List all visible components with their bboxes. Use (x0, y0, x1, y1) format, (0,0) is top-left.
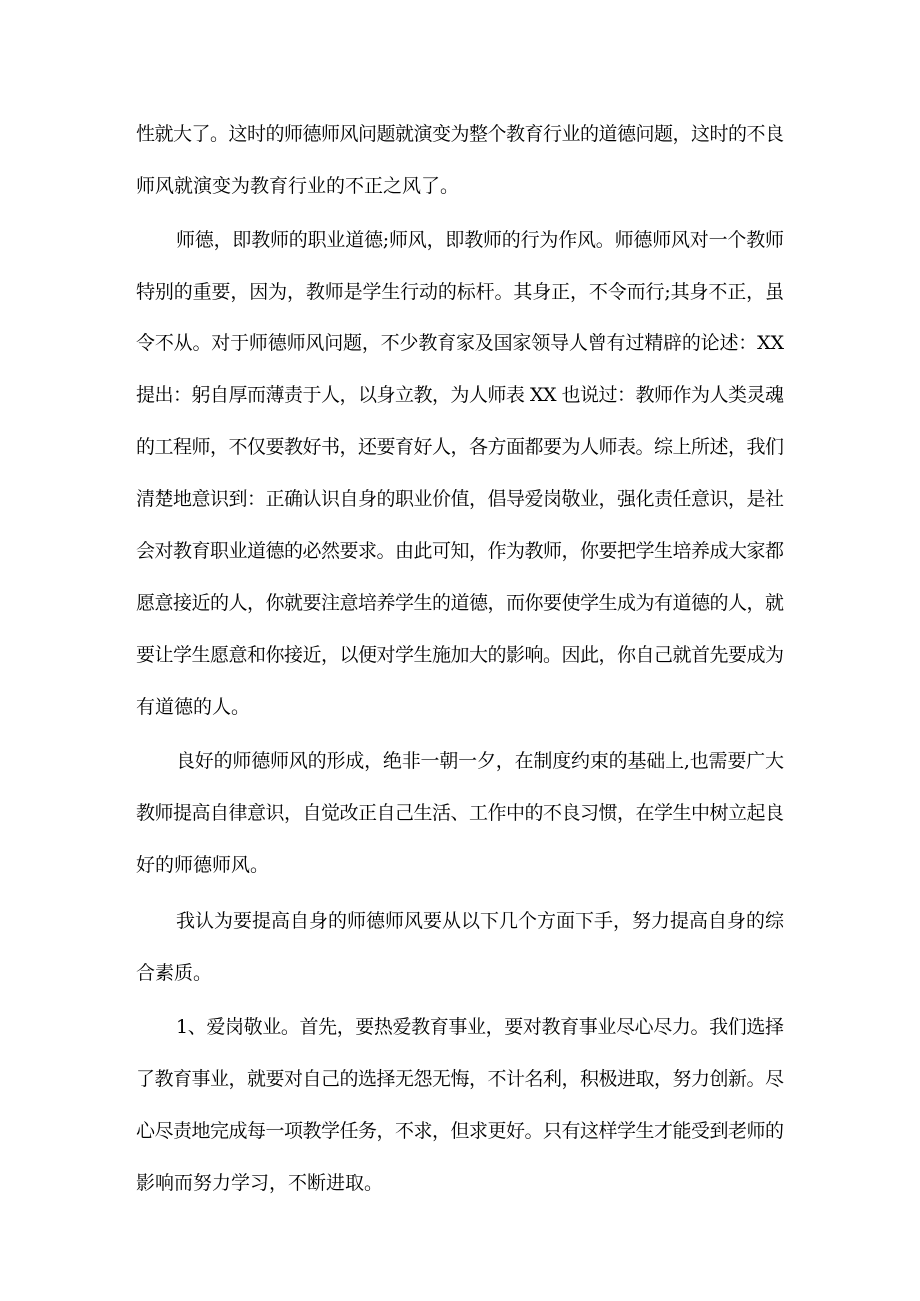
text-line: 愿意接近的人，你就要注意培养学生的道德，而你要使学生成为有道德的人，就 (136, 592, 784, 614)
text-line: 1、爱岗敬业。首先，要热爱教育事业，要对教育事业尽心尽力。我们选择 (176, 1016, 784, 1038)
text-line: 的工程师，不仅要教好书，还要育好人，各方面都要为人师表。综上所述，我们 (136, 436, 784, 458)
text-line: 令不从。对于师德师风问题，不少教育家及国家领导人曾有过精辟的论述：XX (136, 332, 784, 354)
text-line: 心尽责地完成每一项教学任务，不求，但求更好。只有这样学生才能受到老师的 (136, 1120, 784, 1142)
text-line: 影响而努力学习，不断进取。 (136, 1172, 384, 1194)
text-line: 良好的师德师风的形成，绝非一朝一夕，在制度约束的基础上,也需要广大 (176, 750, 784, 772)
text-line: 有道德的人。 (136, 696, 251, 718)
text-line: 师德，即教师的职业道德;师风，即教师的行为作风。师德师风对一个教师 (176, 229, 784, 251)
text-line: 了教育事业，就要对自己的选择无怨无悔，不计名利，积极进取，努力创新。尽 (136, 1068, 784, 1090)
text-line: 会对教育职业道德的必然要求。由此可知，作为教师，你要把学生培养成大家都 (136, 540, 784, 562)
text-line: 特别的重要，因为，教师是学生行动的标杆。其身正，不令而行;其身不正，虽 (136, 281, 784, 303)
text-line: 清楚地意识到：正确认识自身的职业价值，倡导爱岗敬业，强化责任意识，是社 (136, 488, 784, 510)
text-line: 提出：躬自厚而薄责于人，以身立教，为人师表 XX 也说过：教师作为人类灵魂 (136, 384, 784, 406)
text-line: 合素质。 (136, 962, 213, 984)
text-line: 要让学生愿意和你接近，以便对学生施加大的影响。因此，你自己就首先要成为 (136, 644, 784, 666)
text-line: 师风就演变为教育行业的不正之风了。 (136, 175, 460, 197)
text-line: 好的师德师风。 (136, 854, 270, 876)
text-line: 我认为要提高自身的师德师风要从以下几个方面下手，努力提高自身的综 (176, 910, 784, 932)
text-line: 性就大了。这时的师德师风问题就演变为整个教育行业的道德问题，这时的不良 (136, 123, 784, 145)
text-line: 教师提高自律意识，自觉改正自己生活、工作中的不良习惯，在学生中树立起良 (136, 802, 784, 824)
